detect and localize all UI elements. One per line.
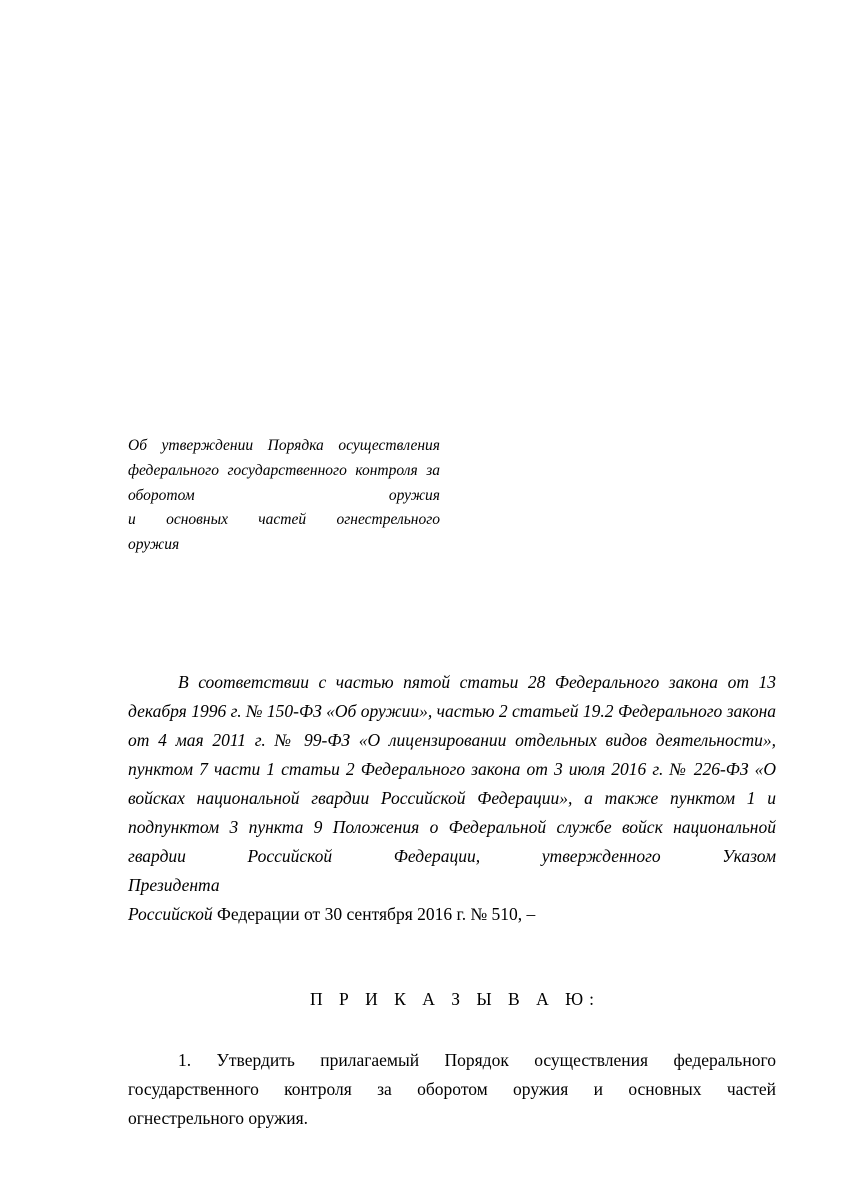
clause-1-tail: огнестрельного оружия. [128, 1108, 309, 1128]
title-line-1: Об утверждении Порядка осуществления федерального государственного контроля за оборотом оружия [128, 437, 440, 504]
spacer-before-order-keyword [128, 929, 776, 985]
title-line-2: и основных частей огнестрельного [128, 511, 440, 529]
preamble-closing-italic-word: Российской [128, 904, 213, 924]
document-body [128, 668, 776, 1133]
preamble-main-text: В соответствии с частью пятой статьи 28 Федерального закона от 13 декабря 1996 г. № 150-ФЗ «Об оружии», частью 2 статьей 19.2 Федерального закона от 4 мая 2011 г. № 99-ФЗ «О лицензировании отдельных видов деятельности», пунктом 7 части 1 статьи 2 Федерального закона от 3 июля 2016 г. № 226-ФЗ «О войсках национальной гвардии Российской Федерации», а также пунктом 1 и подпунктом 3 пункта 9 Положения о Федеральной службе войск национальной гвардии Российской Федерации, утвержденного Указом [128, 672, 776, 866]
document-title-block [128, 434, 440, 558]
preamble-closing-roman-text: Федерации от 30 сентября 2016 г. № 510, – [212, 904, 536, 924]
preamble-closing-line [128, 900, 776, 929]
title-line-3: оружия [128, 536, 180, 554]
spacer-after-order-keyword [128, 1014, 776, 1046]
clause-1-text: 1. Утвердить прилагаемый Порядок осуществления федерального государственного контроля за оборотом оружия и основных частей [128, 1050, 776, 1099]
order-keyword: П Р И К А З Ы В А Ю: [310, 989, 600, 1009]
preamble-paragraph [128, 668, 776, 900]
clause-1 [128, 1046, 776, 1133]
preamble-tail-word: Президента [128, 875, 220, 895]
